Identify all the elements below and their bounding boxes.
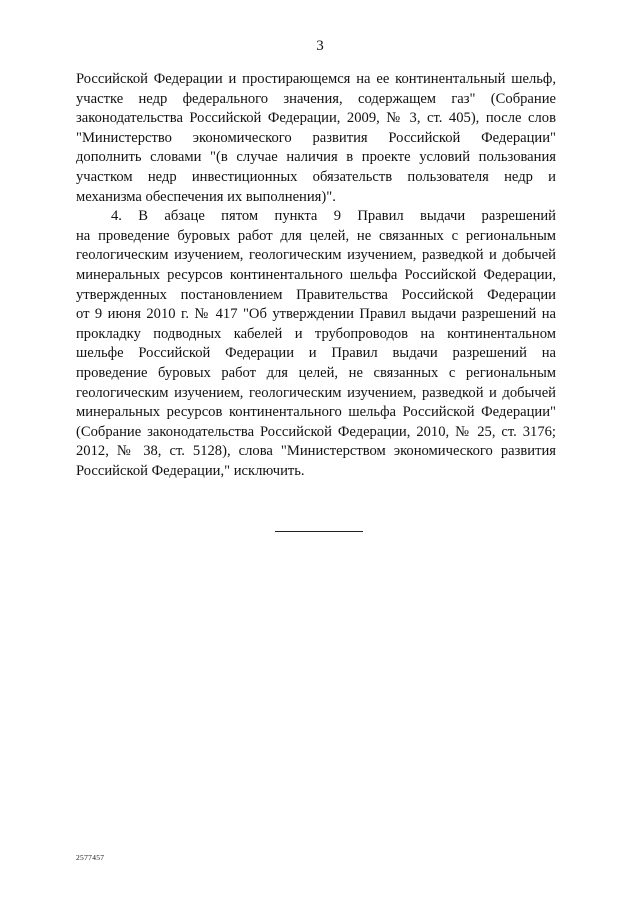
text-line: минеральных ресурсов континентального шельфа Российской Федерации, (76, 266, 556, 283)
text-line: проведение буровых работ для целей, не связанных с региональным (76, 364, 556, 381)
text-line: Российской Федерации и простирающемся на ее континентальный шельф, (76, 71, 556, 87)
text-line: от 9 июня 2010 г. № 417 "Об утверждении Правил выдачи разрешений на (76, 306, 556, 323)
text-line: дополнить словами "(в случае наличия в проекте условий пользования (76, 149, 556, 166)
text-line: "Министерство экономического развития Российской Федерации" (76, 129, 556, 146)
document-footer-code: 2577457 (76, 853, 105, 862)
text-line: Российской Федерации," исключить. (76, 462, 305, 479)
document-body (76, 70, 556, 481)
text-line: на проведение буровых работ для целей, не связанных с региональным (76, 227, 556, 244)
page-number: 3 (316, 38, 324, 54)
text-line: 4. В абзаце пятом пункта 9 Правил выдачи разрешений (111, 208, 556, 225)
paragraph-item-4 (76, 207, 556, 481)
text-line: участке недр федерального значения, содержащем газ" (Собрание (76, 90, 556, 107)
text-line: геологическим изучением, геологическим изучением, разведкой и добычей (76, 384, 556, 401)
end-divider (275, 531, 363, 532)
text-line: минеральных ресурсов континентального шельфа Российской Федерации" (76, 404, 556, 421)
text-line: геологическим изучением, геологическим изучением, разведкой и добычей (76, 247, 556, 264)
text-line: механизма обеспечения их выполнения)". (76, 188, 336, 205)
paragraph-continuation (76, 70, 556, 207)
text-line: законодательства Российской Федерации, 2009, № 3, ст. 405), после слов (76, 110, 556, 127)
text-line: (Собрание законодательства Российской Федерации, 2010, № 25, ст. 3176; (76, 423, 556, 440)
text-line: участком недр инвестиционных обязательств пользователя недр и (76, 168, 556, 185)
text-line: 2012, № 38, ст. 5128), слова "Министерством экономического развития (76, 443, 556, 460)
text-line: шельфе Российской Федерации и Правил выдачи разрешений на (76, 345, 556, 362)
text-line: утвержденных постановлением Правительства Российской Федерации (76, 286, 556, 303)
text-line: прокладку подводных кабелей и трубопроводов на континентальном (76, 325, 556, 342)
